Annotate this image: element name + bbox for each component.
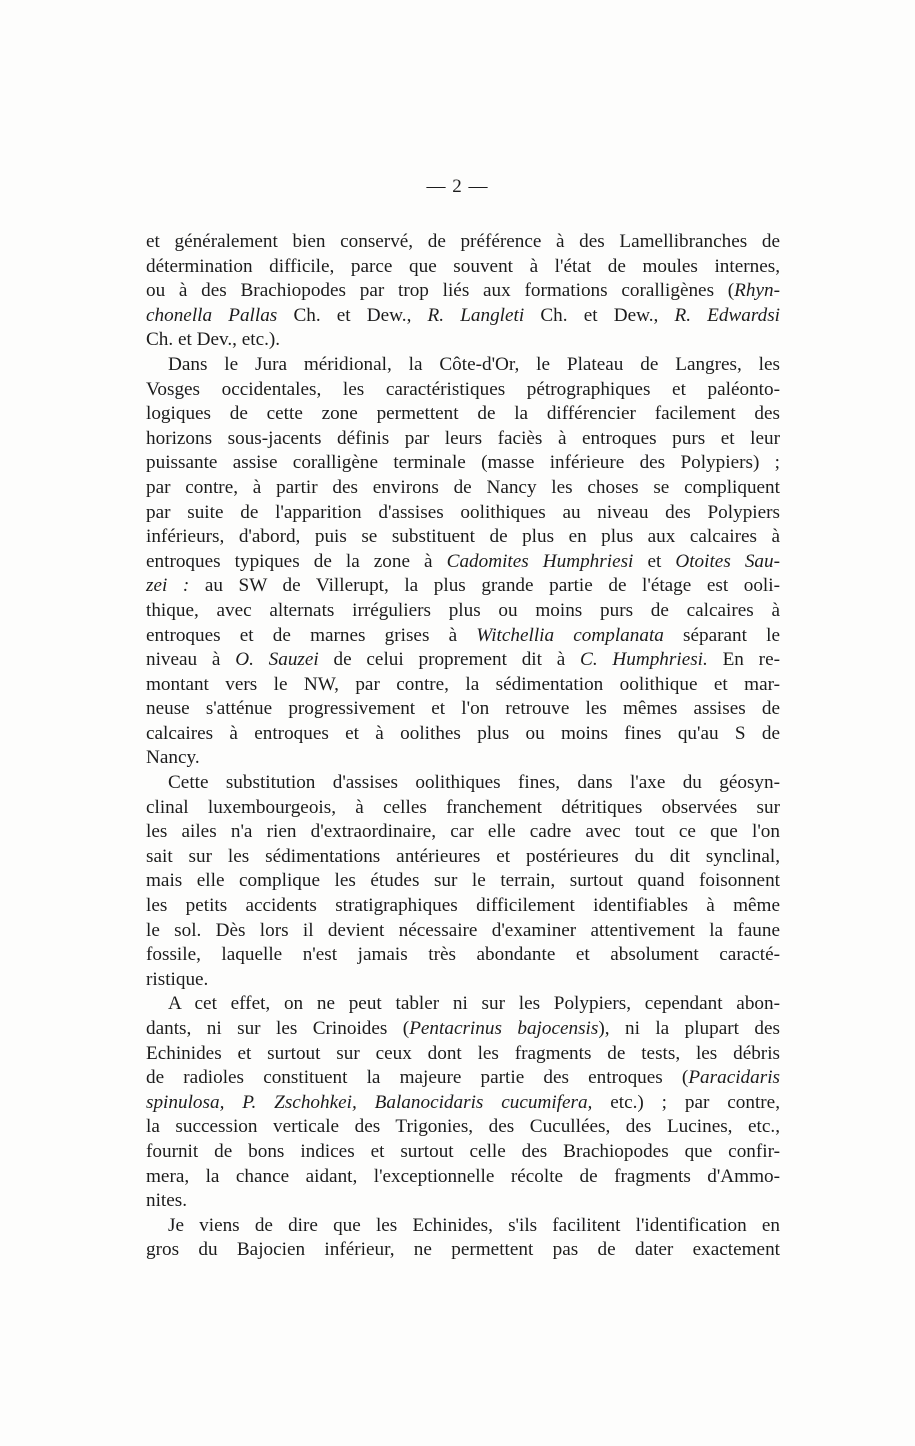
text-segment: les petits accidents stratigraphiques difficilement identifiables à même <box>146 895 780 917</box>
italic-text: Pentacrinus bajocensis <box>409 1018 599 1039</box>
italic-text: R. Edwardsi <box>674 304 781 326</box>
text-segment: puissante assise coralligène terminale (masse inférieure des Polypiers) ; <box>146 452 780 474</box>
text-line <box>146 968 780 993</box>
text-segment: séparant le <box>663 624 780 646</box>
text-segment: clinal luxembourgeois, à celles franchement détritiques observées sur <box>146 796 780 818</box>
text-segment: A cet effet, on ne peut tabler ni sur les Polypiers, cependant abon- <box>168 993 780 1015</box>
text-line <box>146 624 780 649</box>
italic-text: Rhyn- <box>734 280 780 302</box>
text-segment: mera, la chance aidant, l'exceptionnelle récolte de fragments d'Ammo- <box>146 1165 780 1187</box>
text-segment: fossile, laquelle n'est jamais très abondante et absolument caracté- <box>146 944 780 966</box>
italic-text: spinulosa, P. Zschohkei, Balanocidaris cucumifera, <box>146 1091 593 1113</box>
text-line <box>146 1140 780 1165</box>
text-line <box>146 402 780 427</box>
italic-text: Cadomites Humphriesi <box>446 550 634 572</box>
text-line <box>146 304 780 329</box>
text-segment: les ailes n'a rien d'extraordinaire, car elle cadre avec tout ce que l'on <box>146 821 780 843</box>
text-line <box>146 1066 780 1091</box>
text-line <box>146 427 780 452</box>
text-line <box>146 476 780 501</box>
text-line <box>146 943 780 968</box>
text-line <box>146 1115 780 1140</box>
text-line <box>146 1189 780 1214</box>
text-line <box>146 353 780 378</box>
italic-text: R. Langleti <box>427 304 525 326</box>
text-segment: par suite de l'apparition d'assises oolithiques au niveau des Polypiers <box>146 501 780 523</box>
page-number: — 2 — <box>426 176 489 197</box>
text-line <box>146 451 780 476</box>
text-line <box>146 378 780 403</box>
text-line <box>146 1042 780 1067</box>
text-line <box>146 746 780 771</box>
italic-text: Paracidaris <box>688 1067 780 1089</box>
text-segment: dants, ni sur les Crinoides ( <box>146 1018 410 1039</box>
text-segment: Je viens de dire que les Echinides, s'ils facilitent l'identification en <box>168 1214 780 1236</box>
text-line <box>146 230 780 255</box>
text-segment: Echinides et surtout sur ceux dont les fragments de tests, les débris <box>146 1042 780 1064</box>
text-segment: calcaires à entroques et à oolithes plus ou moins fines qu'au S de <box>146 722 780 744</box>
text-segment: Ch. et Dev., etc.). <box>146 329 281 351</box>
text-segment: horizons sous-jacents définis par leurs faciès à entroques purs et leur <box>146 427 780 449</box>
text-line <box>146 992 780 1017</box>
text-segment: Cette substitution d'assises oolithiques fines, dans l'axe du géosyn- <box>168 772 780 794</box>
text-segment: Ch. et Dew., <box>524 304 675 326</box>
text-line <box>146 673 780 698</box>
text-segment: fournit de bons indices et surtout celle des Brachiopodes que confir- <box>146 1140 780 1162</box>
text-line <box>146 1214 780 1239</box>
italic-text: zei : <box>146 575 190 597</box>
text-segment: par contre, à partir des environs de Nancy les choses se compliquent <box>146 476 780 498</box>
italic-text: chonella Pallas <box>146 304 278 326</box>
text-line <box>146 574 780 599</box>
text-segment: le sol. Dès lors il devient nécessaire d'examiner attentivement la faune <box>146 919 780 941</box>
text-segment: détermination difficile, parce que souvent à l'état de moules internes, <box>146 255 780 277</box>
text-segment: Dans le Jura méridional, la Côte-d'Or, le Plateau de Langres, les <box>168 353 780 375</box>
text-segment: au SW de Villerupt, la plus grande partie de l'étage est ooli- <box>189 575 780 597</box>
text-line <box>146 550 780 575</box>
text-segment: Nancy. <box>146 747 200 769</box>
text-line <box>146 599 780 624</box>
italic-text: Witchellia complanata <box>476 624 664 646</box>
text-segment: neuse s'atténue progressivement et l'on retrouve les mêmes assises de <box>146 698 780 720</box>
text-line <box>146 279 780 304</box>
text-line <box>146 894 780 919</box>
italic-text: C. Humphriesi. <box>580 649 708 671</box>
text-segment: ou à des Brachiopodes par trop liés aux formations coralligènes ( <box>146 280 735 302</box>
text-segment: En re- <box>707 649 780 671</box>
text-segment: logiques de cette zone permettent de la différencier facilement des <box>146 403 780 425</box>
text-line <box>146 697 780 722</box>
text-segment: et généralement bien conservé, de préférence à des Lamellibranches de <box>146 231 780 252</box>
text-segment: inférieurs, d'abord, puis se substituent de plus en plus aux calcaires à <box>146 526 780 548</box>
text-line <box>146 722 780 747</box>
text-segment: thique, avec alternats irréguliers plus ou moins purs de calcaires à <box>146 599 780 621</box>
text-line <box>146 255 780 280</box>
text-line <box>146 1238 780 1263</box>
text-segment: mais elle complique les études sur le terrain, surtout quand foisonnent <box>146 870 780 892</box>
text-line <box>146 869 780 894</box>
text-line <box>146 845 780 870</box>
text-line <box>146 820 780 845</box>
text-line <box>146 919 780 944</box>
text-segment: ristique. <box>146 968 209 990</box>
text-line <box>146 1017 780 1042</box>
text-segment: de radioles constituent la majeure partie des entroques ( <box>146 1067 689 1089</box>
text-line <box>146 771 780 796</box>
text-segment: entroques et de marnes grises à <box>146 624 477 646</box>
text-line <box>146 501 780 526</box>
text-segment: et <box>633 550 676 572</box>
text-segment: Vosges occidentales, les caractéristiques pétrographiques et paléonto- <box>146 378 780 400</box>
text-segment: de celui proprement dit à <box>318 649 581 671</box>
text-segment: la succession verticale des Trigonies, des Cucullées, des Lucines, etc., <box>146 1116 780 1138</box>
text-segment: ), ni la plupart des <box>598 1018 780 1039</box>
text-line <box>146 796 780 821</box>
text-segment: niveau à <box>146 649 236 671</box>
text-line <box>146 1091 780 1116</box>
text-segment: gros du Bajocien inférieur, ne permettent pas de dater exactement <box>146 1239 780 1261</box>
text-segment: sait sur les sédimentations antérieures et postérieures du dit synclinal, <box>146 845 780 867</box>
italic-text: Otoites Sau- <box>675 550 781 572</box>
text-segment: etc.) ; par contre, <box>592 1091 780 1113</box>
italic-text: O. Sauzei <box>235 649 319 671</box>
text-line <box>146 648 780 673</box>
text-line <box>146 1165 780 1190</box>
text-segment: montant vers le NW, par contre, la sédimentation oolithique et mar- <box>146 673 780 695</box>
text-line <box>146 525 780 550</box>
text-segment: entroques typiques de la zone à <box>146 550 447 572</box>
text-line <box>146 328 780 353</box>
text-segment: Ch. et Dew., <box>277 304 428 326</box>
text-segment: nites. <box>146 1190 188 1212</box>
body-text <box>146 230 780 1263</box>
